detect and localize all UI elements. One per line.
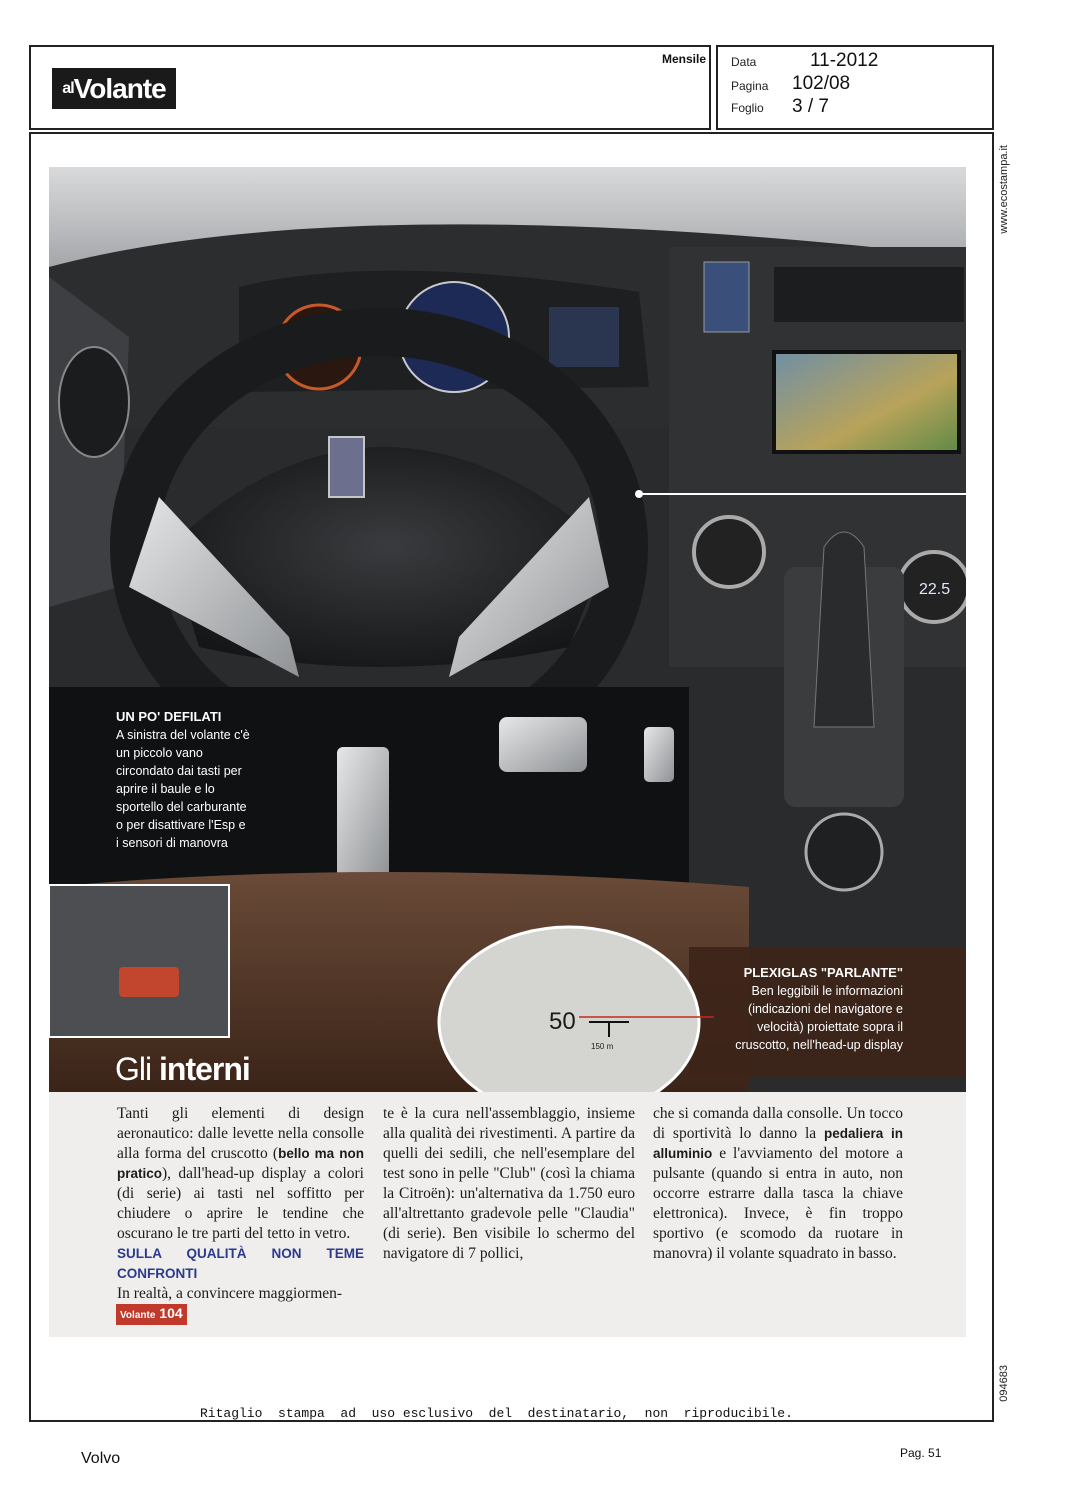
hud-speed: 50 xyxy=(549,1008,576,1035)
website-url: www.ecostampa.it xyxy=(998,145,1010,234)
col3-text-a: che si comanda dalla consolle. Un tocco di sportività lo danno la xyxy=(653,1105,903,1142)
brand-emblem xyxy=(329,437,364,497)
col3-text-b: e l'avviamento del motore a pulsante (quando si entra in auto, non occorre estrarre dalla tasca la chiave elettronica). Invece, è fin troppo sportivo (e scomodo da ruotare in manovra) il volante squadrato in basso. xyxy=(653,1145,903,1262)
inset-photo xyxy=(49,885,229,1037)
hud-distance: 150 m xyxy=(591,1042,614,1051)
date-label: Data xyxy=(731,55,757,69)
interior-photo xyxy=(49,167,966,1092)
article-column-2 xyxy=(383,1104,635,1264)
section-title xyxy=(115,1051,250,1088)
inset-fuel-button xyxy=(119,967,179,997)
info-display xyxy=(549,307,619,367)
brake-pedal xyxy=(499,717,587,772)
section-title-light: Gli xyxy=(115,1051,152,1087)
col3-highlight: pedaliera in alluminio xyxy=(653,1126,904,1161)
caption-left-body: A sinistra del volante c'è un piccolo vano circondato dai tasti per aprire il baule e lo sportello del carburante o per disattivare l'Esp e i sensori di manovra xyxy=(116,728,250,850)
article-column-1 xyxy=(117,1104,364,1304)
folio xyxy=(116,1304,187,1325)
clock-panel xyxy=(704,262,749,332)
caption-left-title: UN PO' DEFILATI xyxy=(116,709,222,724)
center-air-vents xyxy=(774,267,964,322)
accelerator-pedal xyxy=(337,747,389,877)
col1-subheading: SULLA QUALITÀ NON TEME CONFRONTI xyxy=(117,1246,364,1281)
nav-pointer-dot xyxy=(635,490,643,498)
article-column-3 xyxy=(653,1104,903,1264)
navigation-screen xyxy=(774,352,959,452)
footrest-pedal xyxy=(644,727,674,782)
folio-number: 104 xyxy=(159,1305,183,1321)
caption-left xyxy=(116,708,251,852)
page-label: Pagina xyxy=(731,79,769,93)
cockpit-illustration xyxy=(49,167,966,1092)
date-value: 11-2012 xyxy=(810,50,879,71)
climate-readout: 22.5 xyxy=(919,581,951,598)
climate-knob-left xyxy=(694,517,764,587)
section-title-bold: interni xyxy=(159,1051,250,1087)
col2-text: te è la cura nell'assemblaggio, insieme alla qualità dei rivestimenti. A partire da quelli dei sedili, che nell'esemplare del test sono in pelle "Club" (così la chiama la Citroën): un'alternativa da 1.750 euro all'altrettanto gradevole pelle "Claudia" (di serie). Ben visibile lo schermo del navigatore di 7 pollici, xyxy=(383,1105,635,1262)
sheet-label: Foglio xyxy=(731,101,764,115)
col1-text-a: Tanti gli elementi di design aeronautico: dalle levette nella consolle alla forma del cruscotto ( xyxy=(117,1105,364,1162)
col1-text-b: ), dall'head-up display a colori (di serie) ai tasti nel soffitto per chiudere o aprire le tendine che oscurano le tre parti del tetto in vetro. xyxy=(117,1165,364,1242)
sheet-value: 3 / 7 xyxy=(792,96,829,117)
rotary-controller xyxy=(806,814,882,890)
left-air-vent xyxy=(59,347,129,457)
col1-text-c: In realtà, a convincere maggiormen- xyxy=(117,1285,343,1302)
gear-lever xyxy=(814,532,874,727)
page-value: 102/08 xyxy=(792,73,851,94)
logo-text: Volante xyxy=(73,73,166,104)
publication-logo xyxy=(52,68,176,109)
page-number: Pag. 51 xyxy=(900,1446,942,1460)
folio-logo: Volante xyxy=(120,1310,156,1321)
frequency-label: Mensile xyxy=(662,52,707,66)
caption-right-title: PLEXIGLAS "PARLANTE" xyxy=(743,965,903,980)
logo-prefix: al xyxy=(62,80,74,97)
caption-right-body: Ben leggibili le informazioni (indicazioni del navigatore e velocità) proiettate sopra il cruscotto, nell'head-up display xyxy=(735,984,903,1052)
reproduction-notice: Ritaglio stampa ad uso esclusivo del destinatario, non riproducibile. xyxy=(200,1406,793,1421)
caption-right xyxy=(717,964,903,1054)
client-name: Volvo xyxy=(81,1450,121,1467)
col1-highlight: bello ma non pratico xyxy=(117,1146,364,1181)
document-code: 094683 xyxy=(998,1365,1010,1402)
